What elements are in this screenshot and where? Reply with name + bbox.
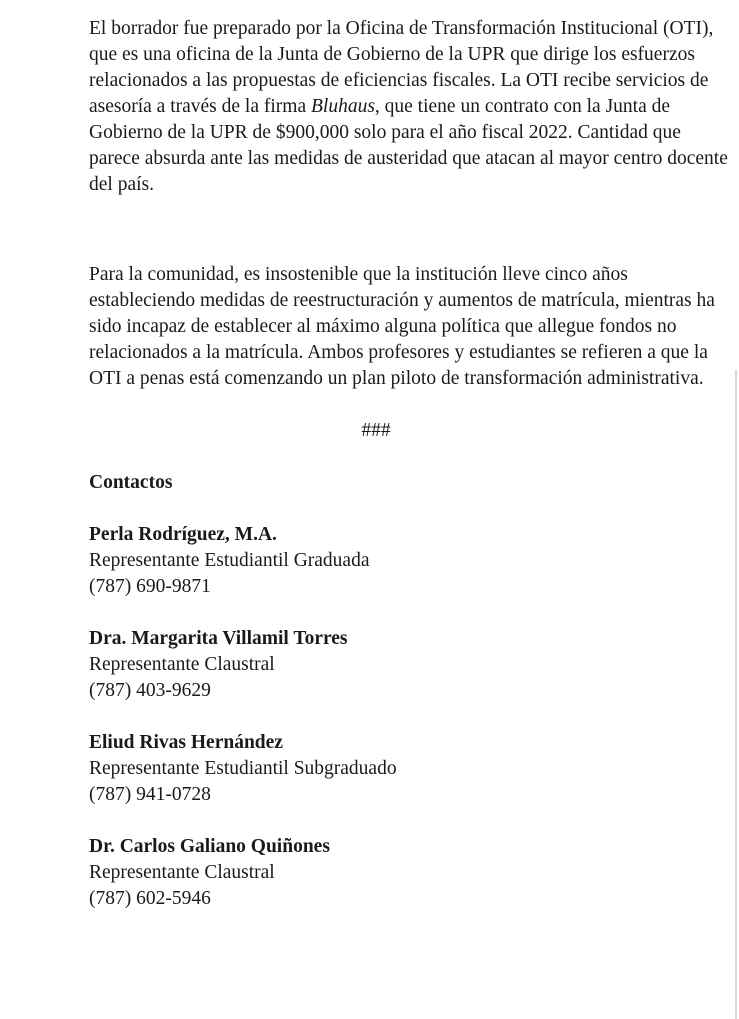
contact-phone: (787) 602-5946 (89, 888, 211, 909)
contact-name: Perla Rodríguez, M.A. (89, 524, 277, 545)
paragraph-oti-text-b: , que tiene un contrato con la Junta de Gobierno de la UPR de $900,000 solo para el año fiscal 2022. Cantidad que parece absurda ante las medidas de austeridad que atacan al mayor centro docente del país. (89, 96, 728, 195)
firm-name: Bluhaus (310, 96, 375, 117)
contact-name: Eliud Rivas Hernández (89, 732, 283, 753)
contact-block (89, 522, 729, 600)
contact-phone: (787) 403-9629 (89, 680, 211, 701)
paragraph-community: Para la comunidad, es insostenible que la institución lleve cinco años estableciendo medidas de reestructuración y aumentos de matrícula, mientras ha sido incapaz de establecer al máximo alguna política que allegue fondos no relacionados a la matrícula. Ambos profesores y estudiantes se refieren a que la OTI a penas está comenzando un plan piloto de transformación administrativa. (89, 264, 715, 389)
contact-name: Dr. Carlos Galiano Quiñones (89, 836, 330, 857)
contact-block (89, 730, 729, 808)
contact-role: Representante Estudiantil Graduada (89, 550, 370, 571)
paragraph-oti (89, 16, 729, 198)
contact-role: Representante Estudiantil Subgraduado (89, 758, 397, 779)
document-page (89, 16, 729, 912)
contact-role: Representante Claustral (89, 654, 275, 675)
contact-block (89, 626, 729, 704)
contact-phone: (787) 690-9871 (89, 576, 211, 597)
contact-block (89, 834, 729, 912)
page-edge-divider (735, 370, 737, 1019)
contact-role: Representante Claustral (89, 862, 275, 883)
contact-name: Dra. Margarita Villamil Torres (89, 628, 348, 649)
paragraph-oti-text-a: El borrador fue preparado por la Oficina de Transformación Institucional (OTI), que es una oficina de la Junta de Gobierno de la UPR que dirige los esfuerzos relacionados a las propuestas de eficiencias fiscales. La OTI recibe servicios de asesoría a través de la firma (89, 18, 714, 117)
contact-phone: (787) 941-0728 (89, 784, 211, 805)
section-separator: ### (361, 420, 391, 441)
contacts-heading: Contactos (89, 472, 173, 493)
